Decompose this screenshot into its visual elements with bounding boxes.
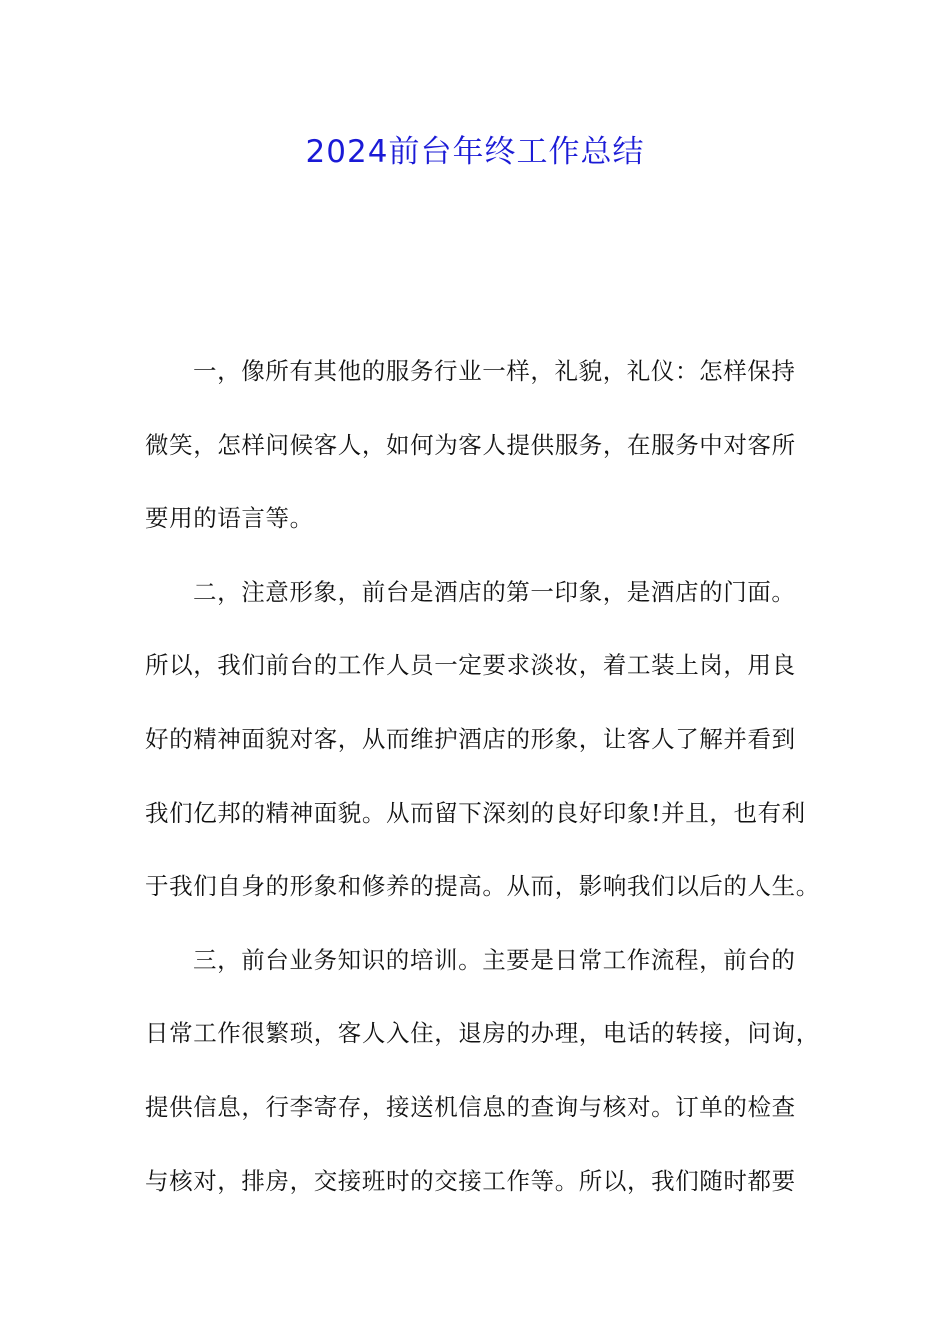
- body-line: 一，像所有其他的服务行业一样，礼貌，礼仪：怎样保持: [193, 357, 796, 385]
- body-line: 日常工作很繁琐，客人入住，退房的办理，电话的转接，问询，: [145, 1019, 820, 1048]
- document-title: 2024前台年终工作总结: [305, 134, 645, 170]
- body-line: 微笑，怎样问候客人，如何为客人提供服务，在服务中对客所: [145, 430, 796, 459]
- body-line: 所以，我们前台的工作人员一定要求淡妆，着工装上岗，用良: [145, 651, 796, 680]
- body-line: 提供信息，行李寄存，接送机信息的查询与核对。订单的检查: [145, 1092, 796, 1121]
- body-line: 于我们自身的形象和修养的提高。从而，影响我们以后的人生。: [145, 872, 820, 901]
- body-line: 好的精神面貌对客，从而维护酒店的形象，让客人了解并看到: [145, 724, 796, 753]
- body-line: 二，注意形象，前台是酒店的第一印象，是酒店的门面。: [193, 577, 796, 606]
- document-body: [145, 335, 820, 1218]
- body-line: 与核对，排房，交接班时的交接工作等。所以，我们随时都要: [145, 1166, 796, 1195]
- body-line: 我们亿邦的精神面貌。从而留下深刻的良好印象!并且，也有利: [145, 798, 806, 827]
- body-line: 三，前台业务知识的培训。主要是日常工作流程，前台的: [193, 945, 796, 974]
- body-line: 要用的语言等。: [145, 504, 314, 533]
